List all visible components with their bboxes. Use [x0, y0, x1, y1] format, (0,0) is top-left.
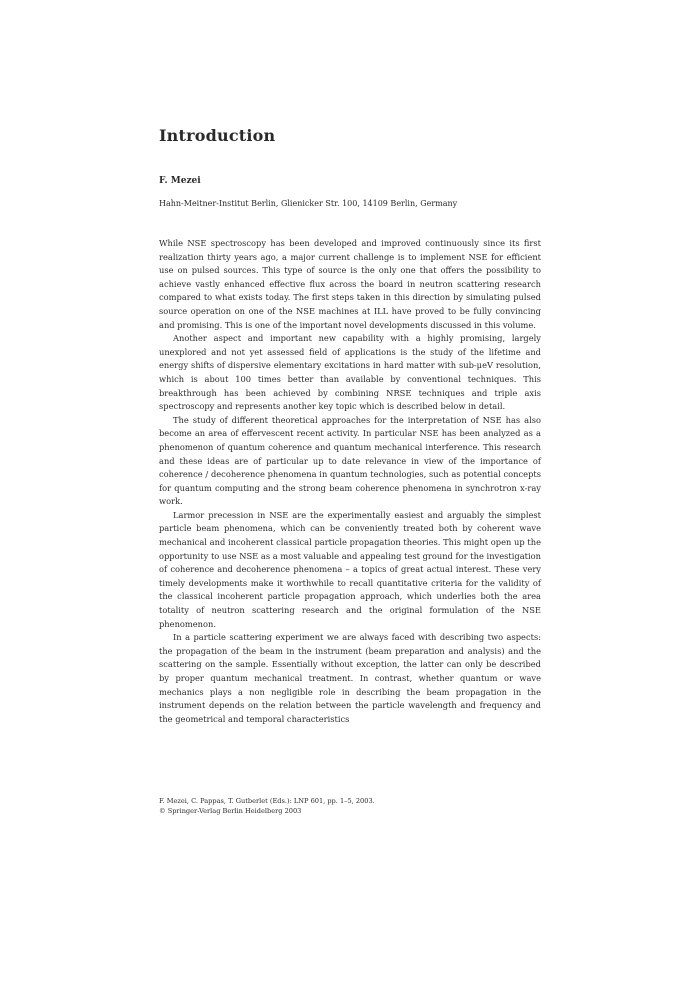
- citation-line: F. Mezei, C. Pappas, T. Gutberlet (Eds.): LNP 601, pp. 1–5, 2003.: [159, 797, 375, 805]
- author-name: F. Mezei: [159, 176, 201, 186]
- paragraph: Larmor precession in NSE are the experimentally easiest and arguably the simplest particle beam phenomena, which can be conveniently treated both by coherent wave mechanical and incoherent classical particle propagation theories. This might open up the opportunity to use NSE as a most valuable and appealing test ground for the investigation of coherence and decoherence phenomena – a topics of great actual interest. These very timely developments make it worthwhile to recall quantitative criteria for the validity of the classical incoherent particle propagation approach, which underlies both the area totality of neutron scattering research and the original formulation of the NSE phenomenon.: [159, 509, 541, 629]
- page-title: Introduction: [159, 126, 276, 145]
- paragraph: The study of different theoretical approaches for the interpretation of NSE has also become an area of effervescent recent activity. In particular NSE has been analyzed as a phenomenon of quantum coherence and quantum mechanical interference. This research and these ideas are of particular up to date relevance in view of the importance of coherence / decoherence phenomena in quantum technologies, such as potential concepts for quantum computing and the strong beam coherence phenomena in synchrotron x-ray work.: [159, 414, 541, 507]
- copyright-line: © Springer-Verlag Berlin Heidelberg 2003: [159, 807, 302, 815]
- paragraph: While NSE spectroscopy has been developed and improved continuously since its first realization thirty years ago, a major current challenge is to implement NSE for efficient use on pulsed sources. This type of source is the only one that offers the possibility to achieve vastly enhanced effective flux across the board in neutron scattering research compared to what exists today. The first steps taken in this direction by simulating pulsed source operation on one of the NSE machines at ILL have proved to be fully convincing and promising. This is one of the important novel developments discussed in this volume.: [159, 238, 541, 330]
- paragraph: In a particle scattering experiment we are always faced with describing two aspects: the propagation of the beam in the instrument (beam preparation and analysis) and the scattering on the sample. Essentially without exception, the latter can only be described by proper quantum mechanical treatment. In contrast, whether quantum or wave mechanics plays a non negligible role in describing the beam propagation in the instrument depends on the relation between the particle wavelength and frequency and the geometrical and temporal characteristics: [159, 632, 541, 724]
- body-text: [159, 237, 541, 726]
- paragraph: Another aspect and important new capability with a highly promising, largely unexplored and not yet assessed field of applications is the study of the lifetime and energy shifts of dispersive elementary excitations in hard matter with sub-μeV resolution, which is about 100 times better than available by conventional techniques. This breakthrough has been achieved by combining NRSE techniques and triple axis spectroscopy and represents another key topic which is described below in detail.: [159, 333, 541, 412]
- author-affiliation: Hahn-Meitner-Institut Berlin, Glienicker Str. 100, 14109 Berlin, Germany: [159, 199, 458, 208]
- footnote: [159, 796, 541, 816]
